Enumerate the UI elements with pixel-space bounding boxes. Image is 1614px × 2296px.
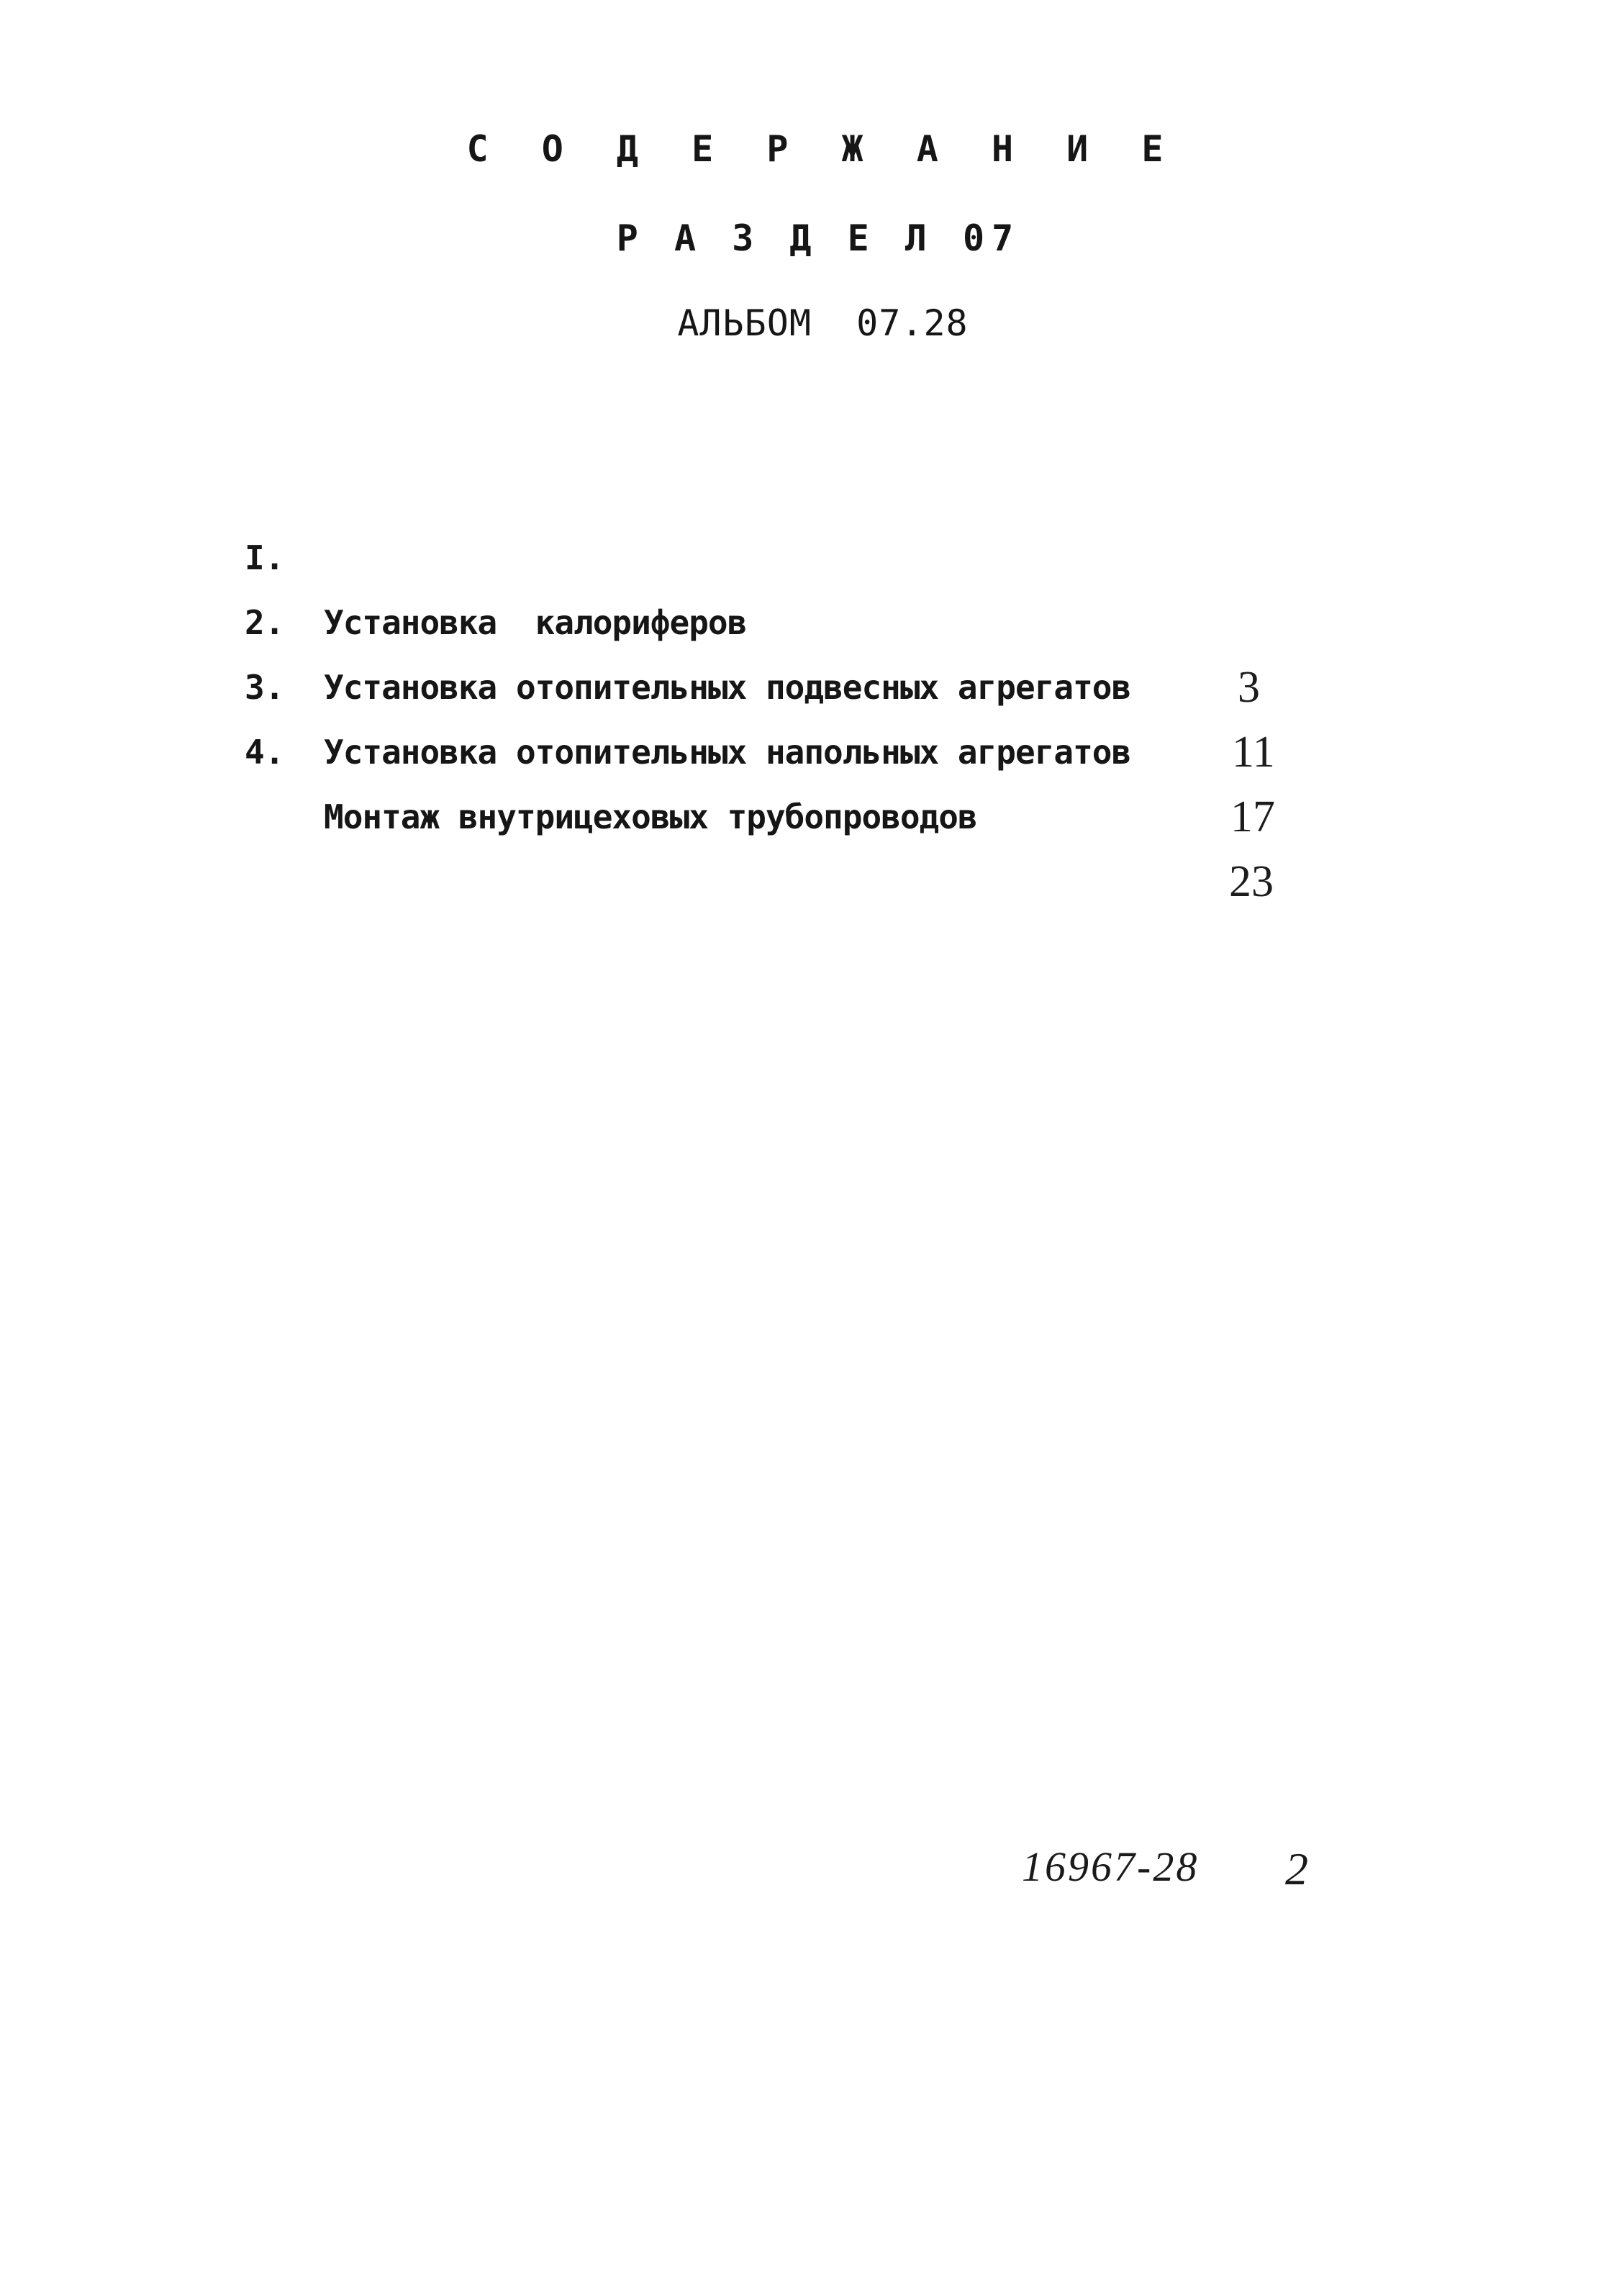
- table-of-contents: [245, 461, 1310, 906]
- toc-entry-title: Установка отопительных подвесных агрегатов: [324, 668, 1131, 707]
- toc-entry-title: Установка калориферов: [324, 603, 747, 642]
- album-heading: АЛЬБОМ 07.28: [677, 302, 969, 344]
- document-code: 16967-28: [1022, 1843, 1200, 1890]
- toc-entry-page: 11: [1232, 728, 1275, 777]
- toc-entry-number: 4.: [245, 733, 285, 772]
- toc-entry-page: 3: [1238, 663, 1260, 712]
- toc-entry-title: Установка отопительных напольных агрегатов: [324, 733, 1131, 772]
- toc-entry-page: 23: [1229, 857, 1274, 906]
- toc-entry-number: 2.: [245, 603, 285, 642]
- document-title: С О Д Е Р Ж А Н И Е: [466, 128, 1179, 170]
- toc-entry-number: 3.: [245, 668, 285, 707]
- toc-entry-page: 17: [1230, 792, 1275, 841]
- toc-entry-number: I.: [245, 538, 285, 577]
- toc-entry-title: Монтаж внутрицеховых трубопроводов: [324, 797, 977, 836]
- page-number: 2: [1285, 1843, 1308, 1894]
- section-heading: Р А З Д Е Л 07: [616, 217, 1021, 259]
